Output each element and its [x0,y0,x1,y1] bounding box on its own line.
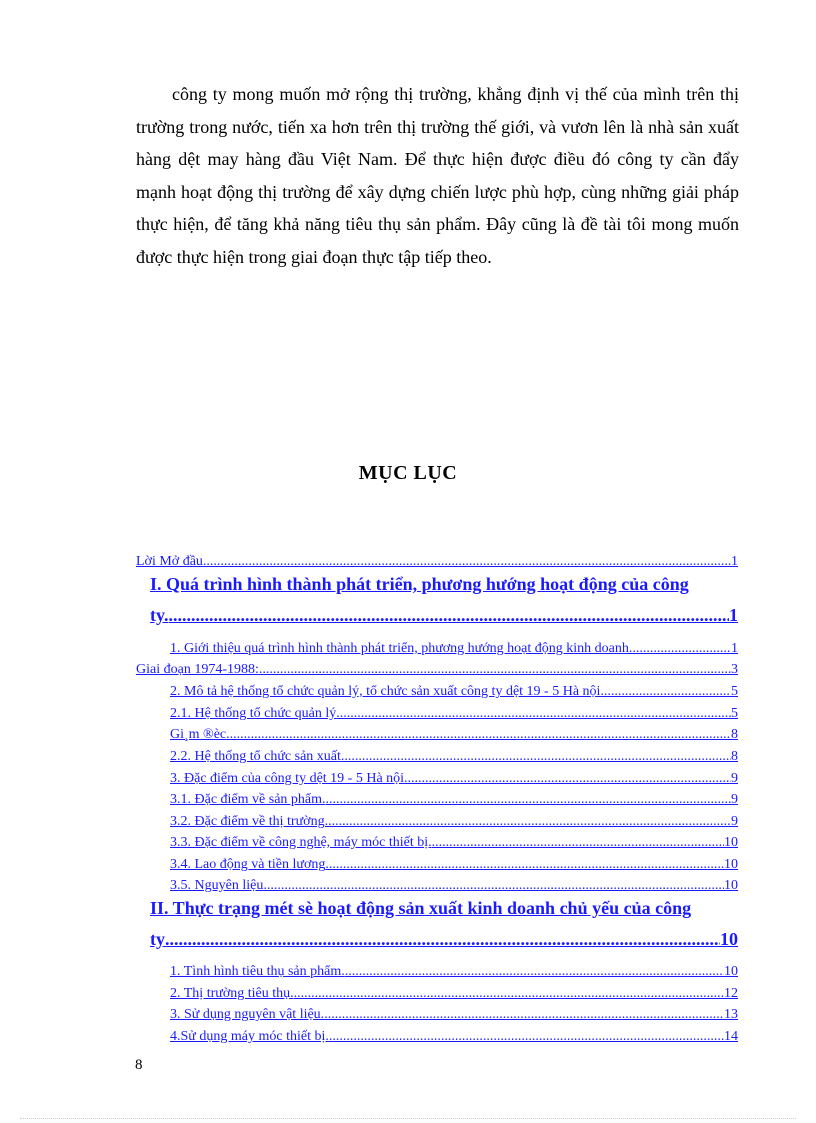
toc-item-3-1[interactable]: 3.1. Đặc điểm về sản phẩm. ..... 9 [170,791,738,809]
page-number: 8 [135,1057,143,1073]
toc-item-1-gioi-thieu[interactable]: 1. Giới thiệu quá trình hình thành phát triển, phương hướng hoạt động kinh doanh. ..... 1 [170,640,738,658]
toc-item-giam-doc[interactable]: Gi¸m ®èc ..... 8 [170,726,738,744]
toc-section-1-heading-cont[interactable]: ty. ..... 1 [150,603,738,627]
paragraph-text: công ty mong muốn mở rộng thị trường, khẳng định vị thế của mình trên thị trường trong nước, tiến xa hơn trên thị trường thế giới, và vươn lên là nhà sản xuất hàng dệt may hàng đầu Việt Nam. Để thực hiện được điều đó công ty cần đẩy mạnh hoạt động thị trường để xây dựng chiến lược phù hợp, cùng những giải pháp thực hiện, để tăng khả năng tiêu thụ sản phẩm. Đây cũng là đề tài tôi mong muốn được thực hiện trong giai đoạn thực tập tiếp theo. [136,84,739,267]
toc-item-2-1[interactable]: 2.1. Hệ thống tổ chức quản lý ..... 5 [170,705,738,723]
toc-item-3-3[interactable]: 3.3. Đặc điểm về công nghệ, máy móc thiết bị. ..... 10 [170,834,738,852]
toc-item-ii-3[interactable]: 3. Sử dụng nguyên vật liệu. ..... 13 [170,1006,738,1024]
toc-item-3-4[interactable]: 3.4. Lao động và tiền lương ..... 10 [170,856,738,874]
toc-section-2-heading-cont[interactable]: ty ..... 10 [150,927,738,951]
toc-item-loi-mo-dau[interactable]: Lời Mở đầu ..... 1 [136,553,738,571]
toc-item-3[interactable]: 3. Đặc điểm của công ty dệt 19 - 5 Hà nội ..... 9 [170,770,738,788]
toc-item-giai-doan[interactable]: Giai đoạn 1974-1988: ..... 3 [136,661,738,679]
toc-item-2-mo-ta[interactable]: 2. Mô tả hệ thống tổ chức quản lý, tổ chức sản xuất công ty dệt 19 - 5 Hà nội ..... 5 [170,683,738,701]
toc-section-1-heading[interactable]: I. Quá trình hình thành phát triển, phương hướng hoạt động của công [150,574,689,594]
toc-section-2-heading[interactable]: II. Thực trạng mét sè hoạt động sản xuất kinh doanh chủ yếu của công [150,898,692,918]
toc-item-3-5[interactable]: 3.5. Nguyên liệu ..... 10 [170,877,738,895]
toc-heading: MỤC LỤC [358,462,458,484]
toc-item-ii-4[interactable]: 4.Sử dụng máy móc thiết bị. ..... 14 [170,1028,738,1046]
toc-item-ii-1[interactable]: 1. Tình hình tiêu thụ sản phẩm. ..... 10 [170,963,738,981]
toc-item-2-2[interactable]: 2.2. Hệ thống tổ chức sản xuất ..... 8 [170,748,738,766]
toc-item-ii-2[interactable]: 2. Thị trường tiêu thụ. ..... 12 [170,985,738,1003]
toc-item-3-2[interactable]: 3.2. Đặc điểm về thị trường ..... 9 [170,813,738,831]
body-paragraph [136,78,739,273]
page-bottom-divider [20,1118,796,1119]
